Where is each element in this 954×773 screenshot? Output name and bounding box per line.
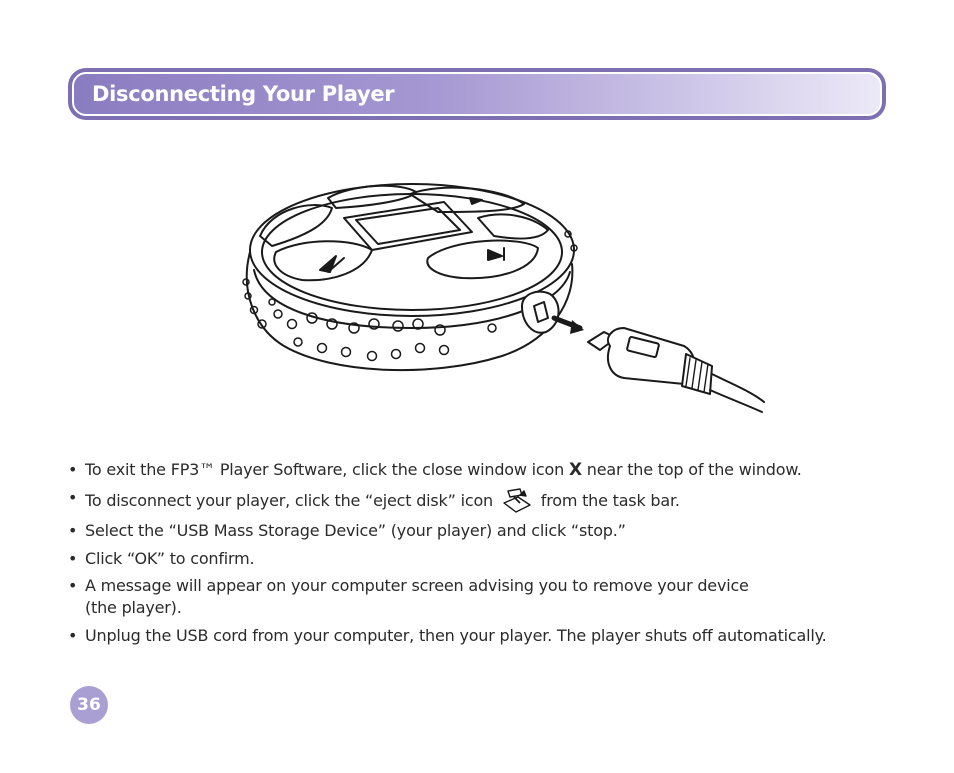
bullet: •: [68, 548, 78, 568]
instruction-item: [68, 520, 898, 542]
instruction-item: [68, 548, 898, 570]
section-header-inner: [72, 72, 882, 116]
instruction-item: [68, 459, 898, 481]
page-number-badge: [70, 686, 108, 724]
instruction-text: Click “OK” to confirm.: [85, 548, 255, 568]
instruction-item: [68, 625, 898, 647]
bullet: •: [68, 460, 78, 479]
eject-disk-icon: [500, 487, 534, 515]
instruction-list: [68, 459, 898, 652]
player-usb-illustration: [232, 178, 772, 416]
instruction-item: [68, 575, 898, 619]
instruction-text: from the task bar.: [540, 490, 680, 510]
page-number: 36: [77, 695, 101, 715]
close-window-icon: X: [568, 460, 582, 480]
instruction-text: Unplug the USB cord from your computer, then your player. The player shuts off automatically.: [85, 625, 827, 645]
bullet: •: [68, 521, 78, 540]
bullet: •: [68, 576, 78, 595]
section-title: Disconnecting Your Player: [92, 82, 395, 106]
instruction-text: near the top of the window.: [586, 460, 802, 479]
instruction-text: To disconnect your player, click the “eject disk” icon: [85, 490, 493, 510]
bullet: •: [68, 625, 78, 645]
instruction-text: A message will appear on your computer screen advising you to remove your device: [85, 576, 749, 595]
instruction-text: To exit the FP3™ Player Software, click the close window icon: [85, 460, 565, 479]
section-header: [68, 68, 886, 120]
bullet: •: [68, 487, 78, 507]
instruction-text: (the player).: [85, 598, 182, 617]
instruction-text: Select the “USB Mass Storage Device” (your player) and click “stop.”: [85, 521, 626, 540]
instruction-item: [68, 487, 898, 515]
